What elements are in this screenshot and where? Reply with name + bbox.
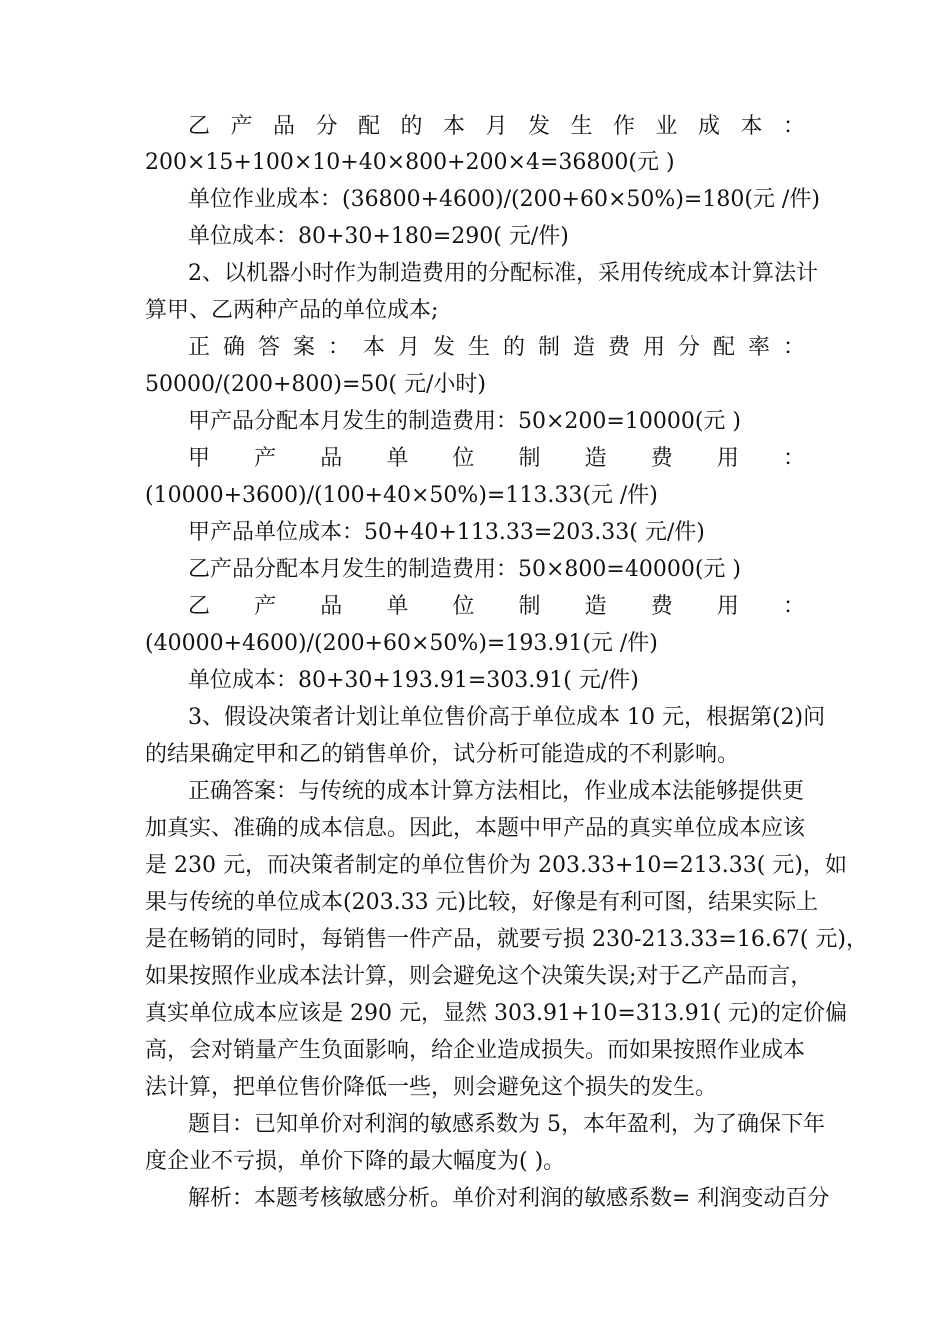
text-line: 200×15+100×10+40×800+200×4=36800(元 ) (145, 150, 675, 175)
text-line: 3、假设决策者计划让单位售价高于单位成本 10 元，根据第(2)问 (188, 705, 826, 730)
text-line: 2、以机器小时作为制造费用的分配标准，采用传统成本计算法计 (188, 261, 818, 286)
text-line: 解析：本题考核敏感分析。单价对利润的敏感系数= 利润变动百分 (188, 1186, 830, 1211)
text-line: 算甲、乙两种产品的单位成本; (145, 298, 439, 323)
text-line: 正确答案：本月发生的制造费用分配率： (188, 335, 805, 360)
text-line: 加真实、准确的成本信息。因此，本题中甲产品的真实单位成本应该 (145, 816, 806, 841)
text-line: 甲产品单位制造费用： (188, 446, 805, 471)
text-line: 正确答案：与传统的成本计算方法相比，作业成本法能够提供更 (188, 779, 805, 804)
text-line: 甲产品单位成本：50+40+113.33=203.33( 元/件) (188, 520, 705, 545)
text-line: 如果按照作业成本法计算，则会避免这个决策失误;对于乙产品而言， (145, 964, 813, 989)
text-line: 单位成本：80+30+193.91=303.91( 元/件) (188, 668, 639, 693)
text-line: 法计算，把单位售价降低一些，则会避免这个损失的发生。 (145, 1075, 718, 1100)
text-line: 单位作业成本：(36800+4600)/(200+60×50%)=180(元 /件) (188, 187, 820, 212)
text-line: 的结果确定甲和乙的销售单价，试分析可能造成的不利影响。 (145, 742, 740, 767)
text-line: (10000+3600)/(100+40×50%)=113.33(元 /件) (145, 483, 658, 508)
text-line: 甲产品分配本月发生的制造费用：50×200=10000(元 ) (188, 409, 741, 434)
text-line: 真实单位成本应该是 290 元，显然 303.91+10=313.91( 元)的定价偏 (145, 1001, 847, 1026)
text-line: 乙产品分配本月发生的制造费用：50×800=40000(元 ) (188, 557, 741, 582)
text-line: 乙产品分配的本月发生作业成本： (188, 114, 805, 139)
text-line: 单位成本：80+30+180=290( 元/件) (188, 224, 569, 249)
text-line: (40000+4600)/(200+60×50%)=193.91(元 /件) (145, 631, 658, 656)
text-line: 题目：已知单价对利润的敏感系数为 5，本年盈利，为了确保下年 (188, 1112, 825, 1137)
text-line: 是在畅销的同时，每销售一件产品，就要亏损 230-213.33=16.67( 元)， (145, 927, 868, 952)
text-line: 是 230 元，而决策者制定的单位售价为 203.33+10=213.33( 元)，如 (145, 853, 847, 878)
text-line: 50000/(200+800)=50( 元/小时) (145, 372, 486, 397)
text-line: 果与传统的单位成本(203.33 元)比较，好像是有利可图，结果实际上 (145, 890, 819, 915)
text-line: 高，会对销量产生负面影响，给企业造成损失。而如果按照作业成本 (145, 1038, 806, 1063)
text-line: 乙产品单位制造费用： (188, 594, 805, 619)
text-line: 度企业不亏损，单价下降的最大幅度为( )。 (145, 1149, 566, 1174)
